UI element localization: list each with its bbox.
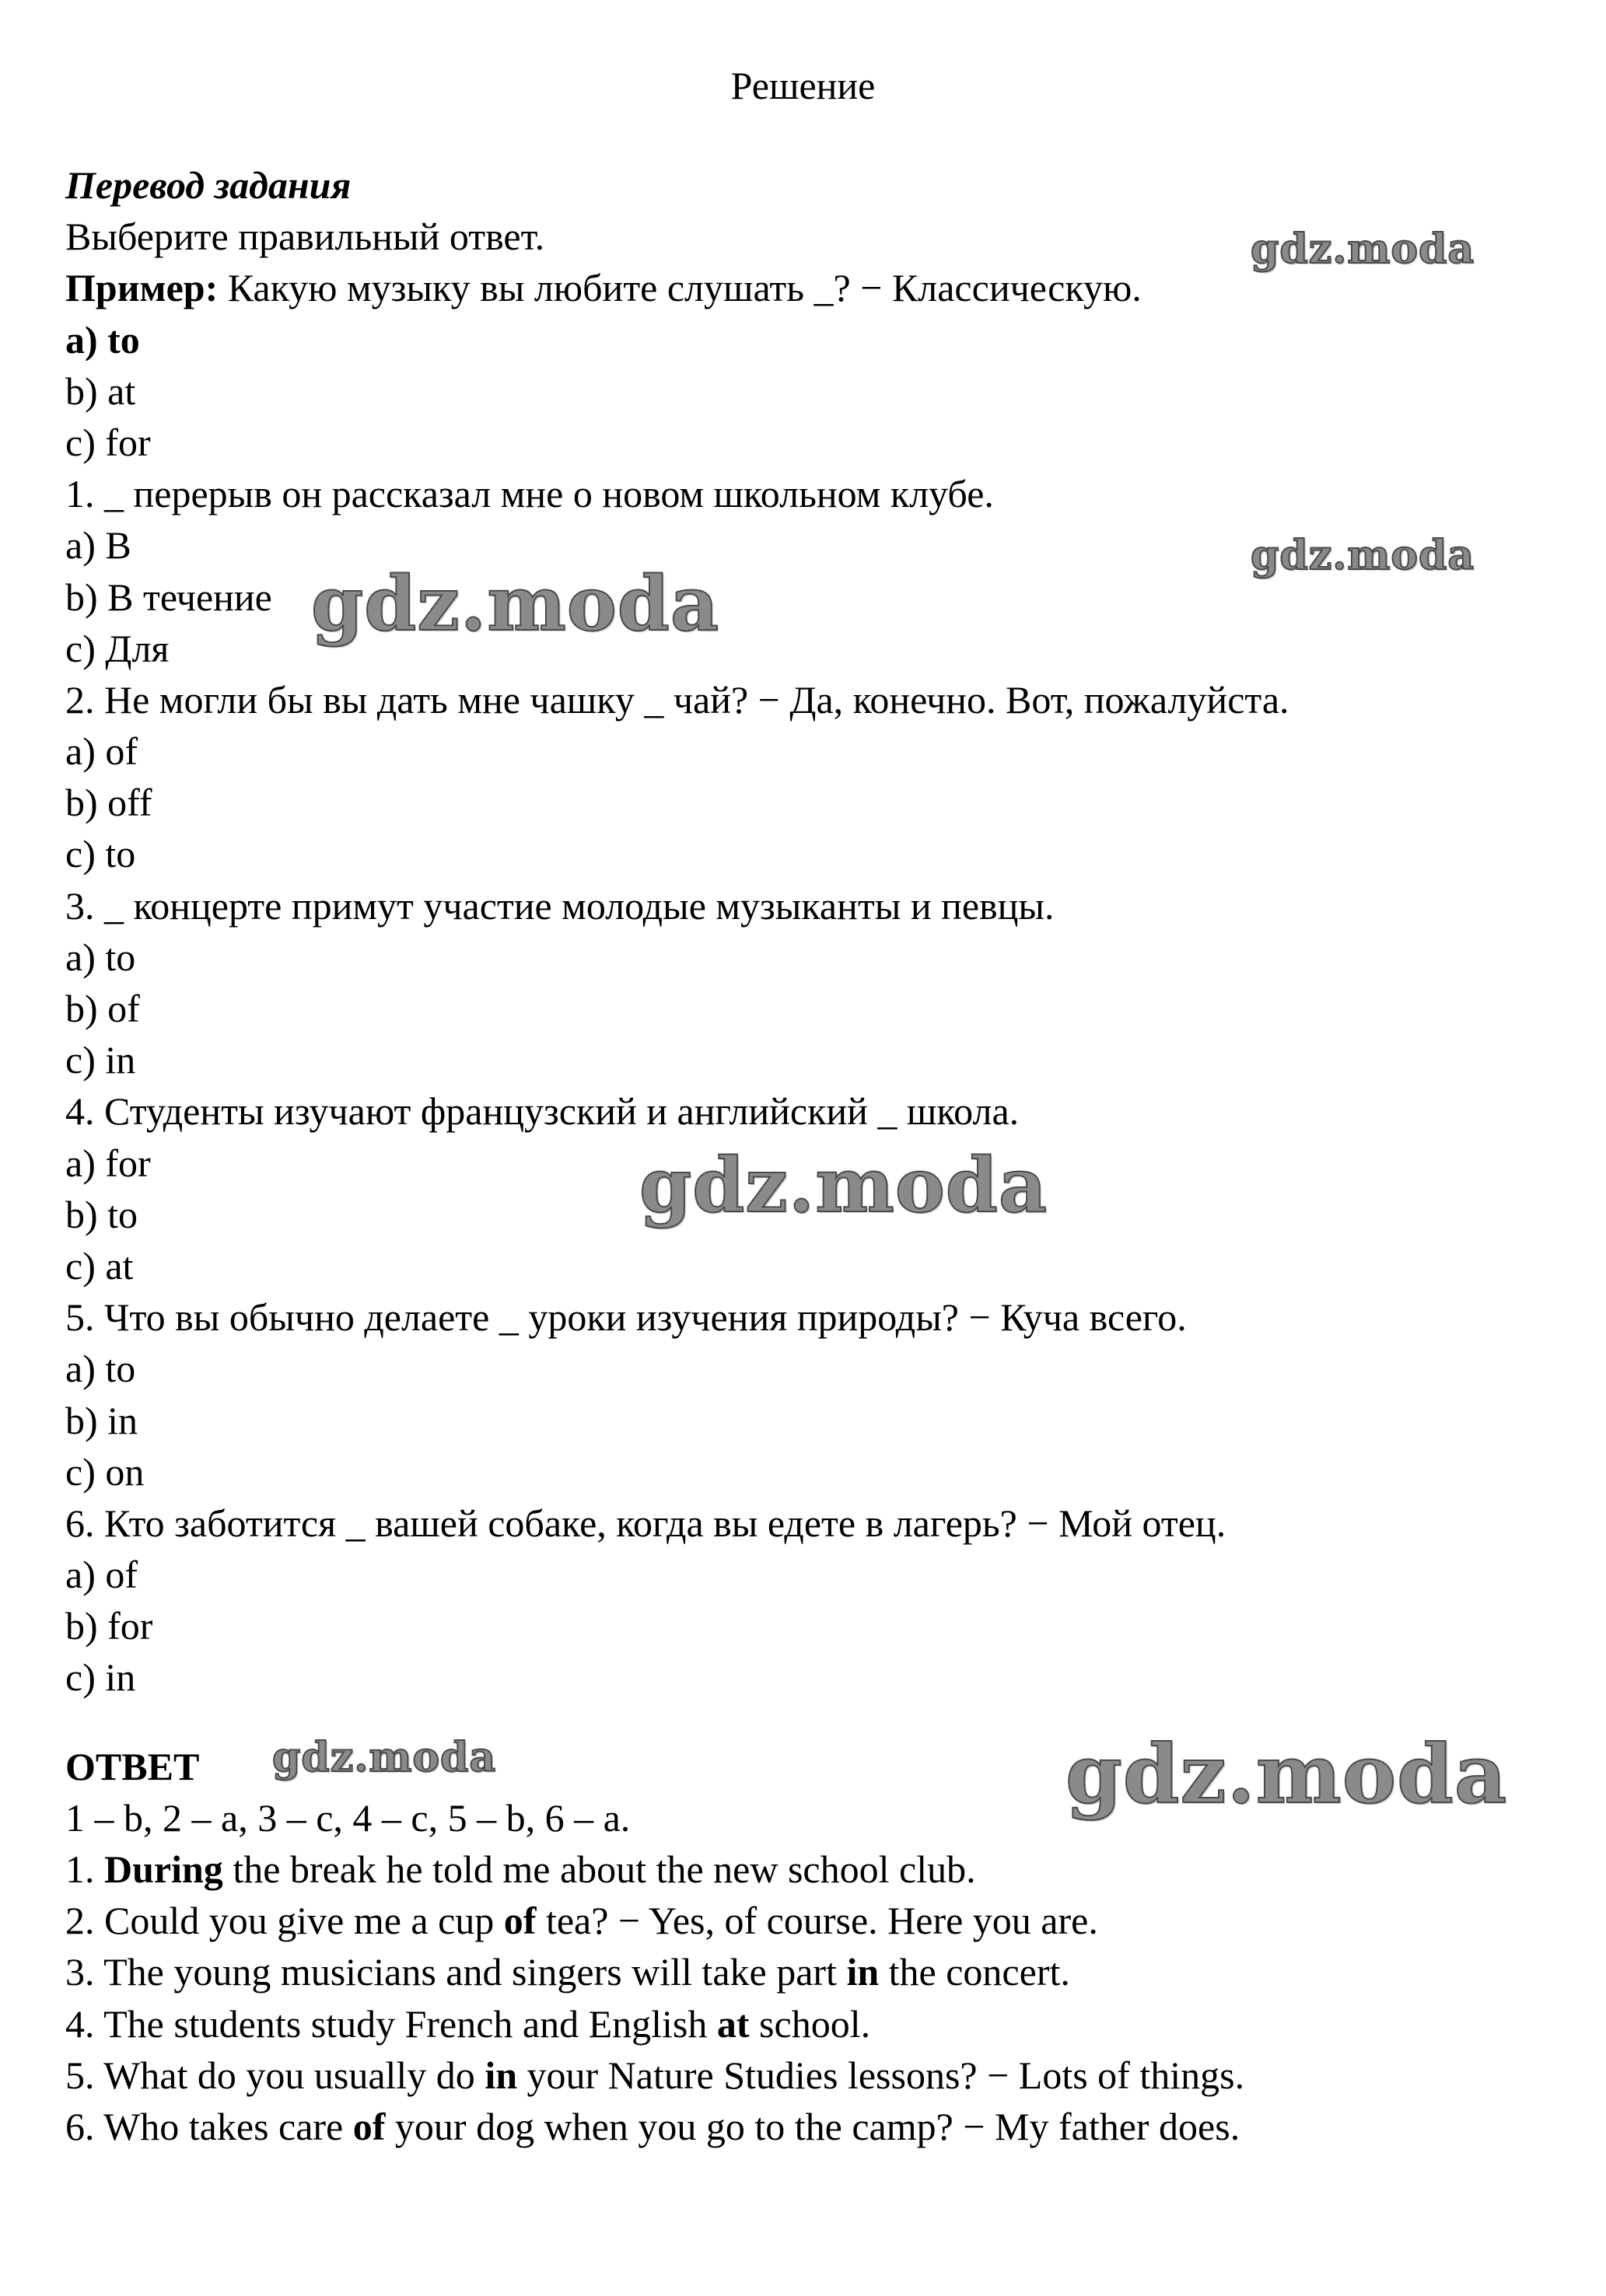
watermark: gdz.moda bbox=[1065, 1726, 1508, 1822]
question-5-option-c: c) on bbox=[65, 1449, 145, 1494]
example-option-c: c) for bbox=[65, 420, 151, 464]
answer-1-post: the break he told me about the new school club. bbox=[222, 1847, 976, 1891]
question-4-option-a: a) for bbox=[65, 1141, 151, 1185]
question-1: 1. _ перерыв он рассказал мне о новом школьном клубе. bbox=[65, 472, 994, 516]
answer-sentence-2 bbox=[65, 1895, 1559, 1946]
answer-2-highlight: of bbox=[503, 1899, 537, 1943]
question-6-option-b: b) for bbox=[65, 1604, 153, 1648]
answer-sentence-4 bbox=[65, 1998, 1559, 2050]
question-6-option-c: c) in bbox=[65, 1655, 136, 1700]
task-heading: Перевод задания bbox=[65, 163, 352, 207]
answer-sentence-6 bbox=[65, 2101, 1559, 2152]
answer-heading: ОТВЕТ bbox=[65, 1744, 200, 1788]
answer-sentence-5 bbox=[65, 2050, 1559, 2101]
answer-sentence-3 bbox=[65, 1946, 1559, 1997]
answer-6-pre: 6. Who takes care bbox=[65, 2104, 353, 2148]
question-4: 4. Студенты изучают французский и английский _ школа. bbox=[65, 1089, 1020, 1134]
answer-1-highlight: During bbox=[104, 1847, 223, 1891]
watermark: gdz.moda bbox=[272, 1734, 497, 1781]
question-5-option-a: a) to bbox=[65, 1347, 136, 1391]
answer-key: 1 – b, 2 – a, 3 – c, 4 – c, 5 – b, 6 – a. bbox=[65, 1795, 631, 1840]
question-1-option-c: c) Для bbox=[65, 626, 170, 670]
example-option-b: b) at bbox=[65, 369, 136, 413]
answer-3-highlight: in bbox=[846, 1950, 880, 1994]
answer-4-highlight: at bbox=[716, 2001, 750, 2046]
answer-2-post: tea? − Yes, of course. Here you are. bbox=[536, 1899, 1098, 1943]
question-3: 3. _ концерте примут участие молодые музыканты и певцы. bbox=[65, 883, 1055, 928]
answer-5-highlight: in bbox=[485, 2053, 518, 2097]
question-6: 6. Кто заботится _ вашей собаке, когда вы едете в лагерь? − Мой отец. bbox=[65, 1501, 1226, 1545]
example-label: Пример: bbox=[65, 266, 219, 310]
question-2-option-b: b) off bbox=[65, 781, 152, 825]
question-6-option-a: a) of bbox=[65, 1553, 138, 1597]
instruction-text: Выберите правильный ответ. bbox=[65, 215, 545, 259]
watermark: gdz.moda bbox=[1251, 225, 1475, 273]
page-title: Решение bbox=[730, 64, 876, 107]
question-4-option-b: b) to bbox=[65, 1192, 138, 1236]
answer-1-pre: 1. bbox=[65, 1847, 104, 1891]
answer-6-post: your dog when you go to the camp? − My father does. bbox=[385, 2104, 1240, 2148]
question-2-option-a: a) of bbox=[65, 729, 138, 774]
question-1-option-a: a) В bbox=[65, 523, 131, 568]
watermark: gdz.moda bbox=[1251, 532, 1475, 579]
question-3-option-c: c) in bbox=[65, 1038, 136, 1082]
question-4-option-c: c) at bbox=[65, 1243, 134, 1288]
answer-5-pre: 5. What do you usually do bbox=[65, 2053, 485, 2097]
answer-2-pre: 2. Could you give me a cup bbox=[65, 1899, 504, 1943]
example-text: Какую музыку вы любите слушать _? − Классическую. bbox=[218, 266, 1142, 310]
answer-4-post: school. bbox=[749, 2001, 871, 2046]
answer-6-highlight: of bbox=[352, 2104, 386, 2148]
example-line bbox=[65, 262, 1559, 313]
question-5: 5. Что вы обычно делаете _ уроки изучения природы? − Куча всего. bbox=[65, 1295, 1187, 1340]
answer-3-pre: 3. The young musicians and singers will take part bbox=[65, 1950, 847, 1994]
watermark: gdz.moda bbox=[639, 1141, 1048, 1229]
question-1-option-b: b) В течение bbox=[65, 575, 272, 619]
document-body bbox=[65, 159, 1559, 2152]
question-3-option-a: a) to bbox=[65, 935, 136, 979]
question-3-option-b: b) of bbox=[65, 987, 140, 1030]
example-option-a: a) to bbox=[65, 317, 140, 362]
watermark: gdz.moda bbox=[311, 560, 720, 648]
answer-3-post: the concert. bbox=[879, 1950, 1070, 1994]
question-2: 2. Не могли бы вы дать мне чашку _ чай? − Да, конечно. Вот, пожалуйста. bbox=[65, 677, 1289, 722]
answer-5-post: your Nature Studies lessons? − Lots of things. bbox=[517, 2053, 1245, 2097]
answer-4-pre: 4. The students study French and English bbox=[65, 2001, 717, 2046]
question-5-option-b: b) in bbox=[65, 1398, 138, 1442]
answer-sentence-1 bbox=[65, 1843, 1559, 1895]
question-2-option-c: c) to bbox=[65, 832, 136, 876]
